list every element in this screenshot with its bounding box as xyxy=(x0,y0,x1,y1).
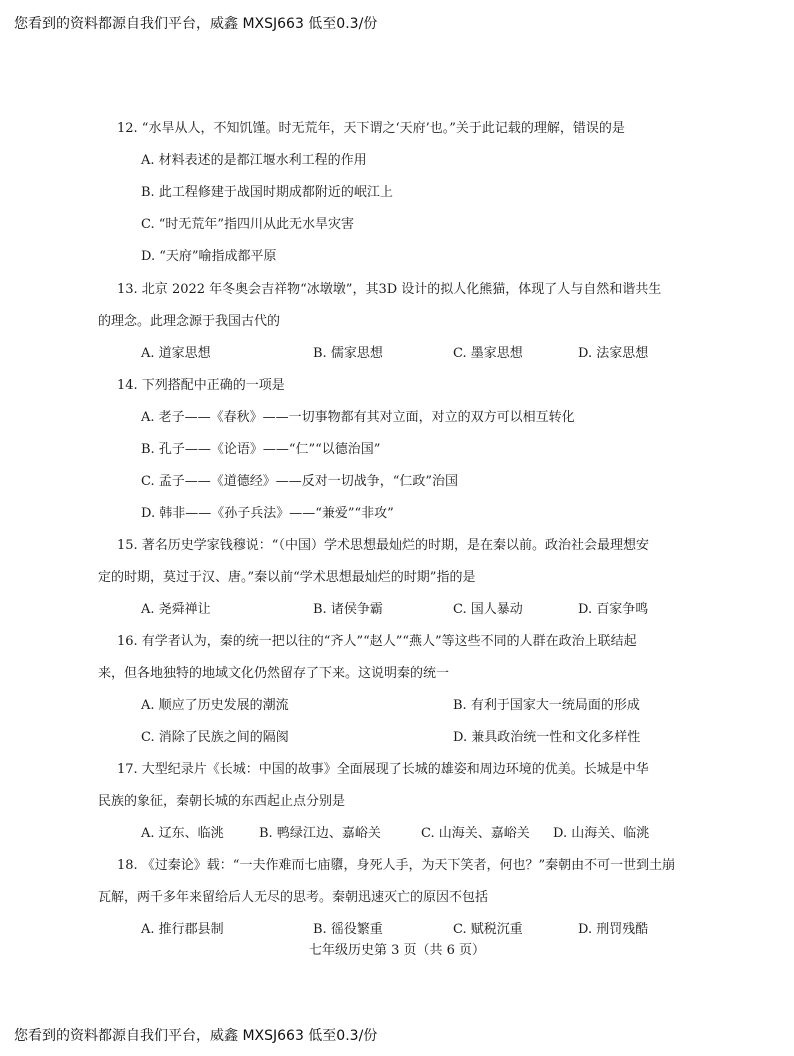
q16-stem-line1: 16. 有学者认为，秦的统一把以往的“齐人”“赵人”“燕人”等这些不同的人群在政治上联结起 xyxy=(117,634,637,649)
q18-stem-line1: 18. 《过秦论》载：“一夫作难而七庙隳，身死人手，为天下笑者，何也？”秦朝由不可一世到土崩 xyxy=(117,858,676,873)
q14-stem: 14. 下列搭配中正确的一项是 xyxy=(117,378,285,393)
q16-option-a: A. 顺应了历史发展的潮流 xyxy=(141,698,289,713)
q16-option-d: D. 兼具政治统一性和文化多样性 xyxy=(453,730,641,745)
q18-stem-line2: 瓦解，两千多年来留给后人无尽的思考。秦朝迅速灭亡的原因不包括 xyxy=(98,890,489,905)
q14-option-c: C. 孟子——《道德经》——反对一切战争，“仁政”治国 xyxy=(141,474,459,489)
q12-option-d: D. “天府”喻指成都平原 xyxy=(141,249,277,264)
q17-option-a: A. 辽东、临洮 xyxy=(141,826,224,841)
q15-stem-line2: 定的时期，莫过于汉、唐。”秦以前“学术思想最灿烂的时期”指的是 xyxy=(98,570,476,585)
q18-option-a: A. 推行郡县制 xyxy=(141,922,224,937)
watermark-banner-bottom: 您看到的资料都源自我们平台，威鑫 MXSJ663 低至0.3/份 xyxy=(14,1028,378,1044)
q13-stem-line1: 13. 北京 2022 年冬奥会吉祥物“冰墩墩”，其3D 设计的拟人化熊猫，体现了人与自然和谐共生 xyxy=(117,282,662,297)
q15-option-c: C. 国人暴动 xyxy=(453,602,523,617)
q13-option-c: C. 墨家思想 xyxy=(453,346,523,361)
q17-option-c: C. 山海关、嘉峪关 xyxy=(421,826,530,841)
q14-option-b: B. 孔子——《论语》——“仁”“以德治国” xyxy=(141,442,381,457)
q17-stem-line2: 民族的象征，秦朝长城的东西起止点分别是 xyxy=(98,794,346,809)
q15-option-d: D. 百家争鸣 xyxy=(578,602,649,617)
q16-option-c: C. 消除了民族之间的隔阂 xyxy=(141,730,289,745)
q14-option-d: D. 韩非——《孙子兵法》——“兼爱”“非攻” xyxy=(141,506,394,521)
q17-option-b: B. 鸭绿江边、嘉峪关 xyxy=(259,826,381,841)
q16-stem-line2: 来，但各地独特的地域文化仍然留存了下来。这说明秦的统一 xyxy=(98,666,450,681)
q13-option-d: D. 法家思想 xyxy=(578,346,649,361)
q17-option-d: D. 山海关、临洮 xyxy=(553,826,650,841)
q15-stem-line1: 15. 著名历史学家钱穆说：“（中国）学术思想最灿烂的时期，是在秦以前。政治社会最理想安 xyxy=(117,538,649,553)
watermark-banner-top: 您看到的资料都源自我们平台，威鑫 MXSJ663 低至0.3/份 xyxy=(14,16,378,32)
q18-option-c: C. 赋税沉重 xyxy=(453,922,523,937)
q13-option-a: A. 道家思想 xyxy=(141,346,211,361)
page-footer: 七年级历史第 3 页（共 6 页） xyxy=(308,943,486,958)
q12-option-c: C. “时无荒年”指四川从此无水旱灾害 xyxy=(141,217,355,232)
q16-option-b: B. 有利于国家大一统局面的形成 xyxy=(453,698,640,713)
q14-option-a: A. 老子——《春秋》——一切事物都有其对立面，对立的双方可以相互转化 xyxy=(141,410,575,425)
q13-stem-line2: 的理念。此理念源于我国古代的 xyxy=(98,314,281,329)
q18-option-b: B. 徭役繁重 xyxy=(313,922,383,937)
q12-option-a: A. 材料表述的是都江堰水利工程的作用 xyxy=(141,153,367,168)
q12-stem: 12. “水旱从人，不知饥馑。时无荒年，天下谓之‘天府’也。”关于此记载的理解，错误的是 xyxy=(117,121,625,136)
q15-option-a: A. 尧舜禅让 xyxy=(141,602,211,617)
q18-option-d: D. 刑罚残酷 xyxy=(578,922,649,937)
q13-option-b: B. 儒家思想 xyxy=(313,346,383,361)
q17-stem-line1: 17. 大型纪录片《长城：中国的故事》全面展现了长城的雄姿和周边环境的优美。长城是中华 xyxy=(117,762,649,777)
q12-option-b: B. 此工程修建于战国时期成都附近的岷江上 xyxy=(141,185,393,200)
q15-option-b: B. 诸侯争霸 xyxy=(313,602,383,617)
